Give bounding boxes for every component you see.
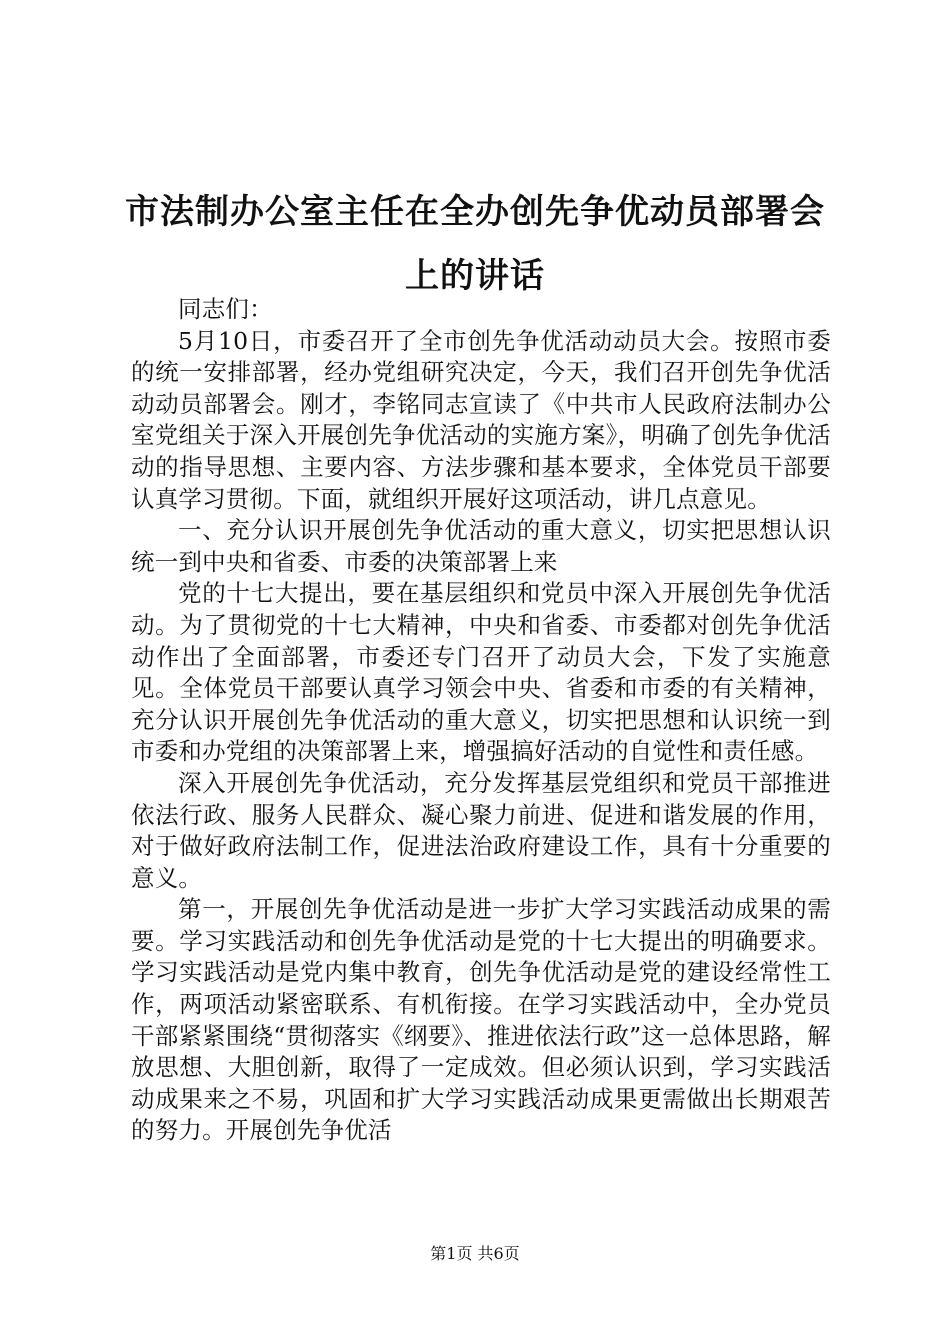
paragraph: 5月10日，市委召开了全市创先争优活动动员大会。按照市委的统一安排部署，经办党组研究决定，今天，我们召开创先争优活动动员部署会。刚才，李铭同志宣读了《中共市人民政府法制办公室党组关于深入开展创先争优活动的实施方案》，明确了创先争优活动的指导思想、主要内容、方法步骤和基本要求，全体党员干部要认真学习贯彻。下面，就组织开展好这项活动，讲几点意见。 (131, 326, 831, 513)
document-body (131, 294, 831, 1147)
page-footer: 第1页 共6页 (430, 1244, 520, 1263)
section-heading: 一、充分认识开展创先争优活动的重大意义，切实把思想认识统一到中央和省委、市委的决策部署上来 (131, 516, 831, 576)
paragraph: 深入开展创先争优活动，充分发挥基层党组织和党员干部推进依法行政、服务人民群众、凝心聚力前进、促进和谐发展的作用，对于做好政府法制工作，促进法治政府建设工作，具有十分重要的意义。 (131, 768, 831, 892)
document-title: 市法制办公室主任在全办创先争优动员部署会上的讲话 (125, 192, 825, 296)
paragraph: 党的十七大提出，要在基层组织和党员中深入开展创先争优活动。为了贯彻党的十七大精神，中央和省委、市委都对创先争优活动作出了全面部署，市委还专门召开了动员大会，下发了实施意见。全体党员干部要认真学习领会中央、省委和市委的有关精神，充分认识开展创先争优活动的重大意义，切实把思想和认识统一到市委和办党组的决策部署上来，增强搞好活动的自觉性和责任感。 (131, 579, 831, 766)
paragraph: 第一，开展创先争优活动是进一步扩大学习实践活动成果的需要。学习实践活动和创先争优活动是党的十七大提出的明确要求。学习实践活动是党内集中教育，创先争优活动是党的建设经常性工作，两项活动紧密联系、有机衔接。在学习实践活动中，全办党员干部紧紧围绕“贯彻落实《纲要》、推进依法行政”这一总体思路，解放思想、大胆创新，取得了一定成效。但必须认识到，学习实践活动成果来之不易，巩固和扩大学习实践活动成果更需做出长期艰苦的努力。开展创先争优活 (131, 895, 831, 1145)
salutation: 同志们： (178, 295, 273, 323)
